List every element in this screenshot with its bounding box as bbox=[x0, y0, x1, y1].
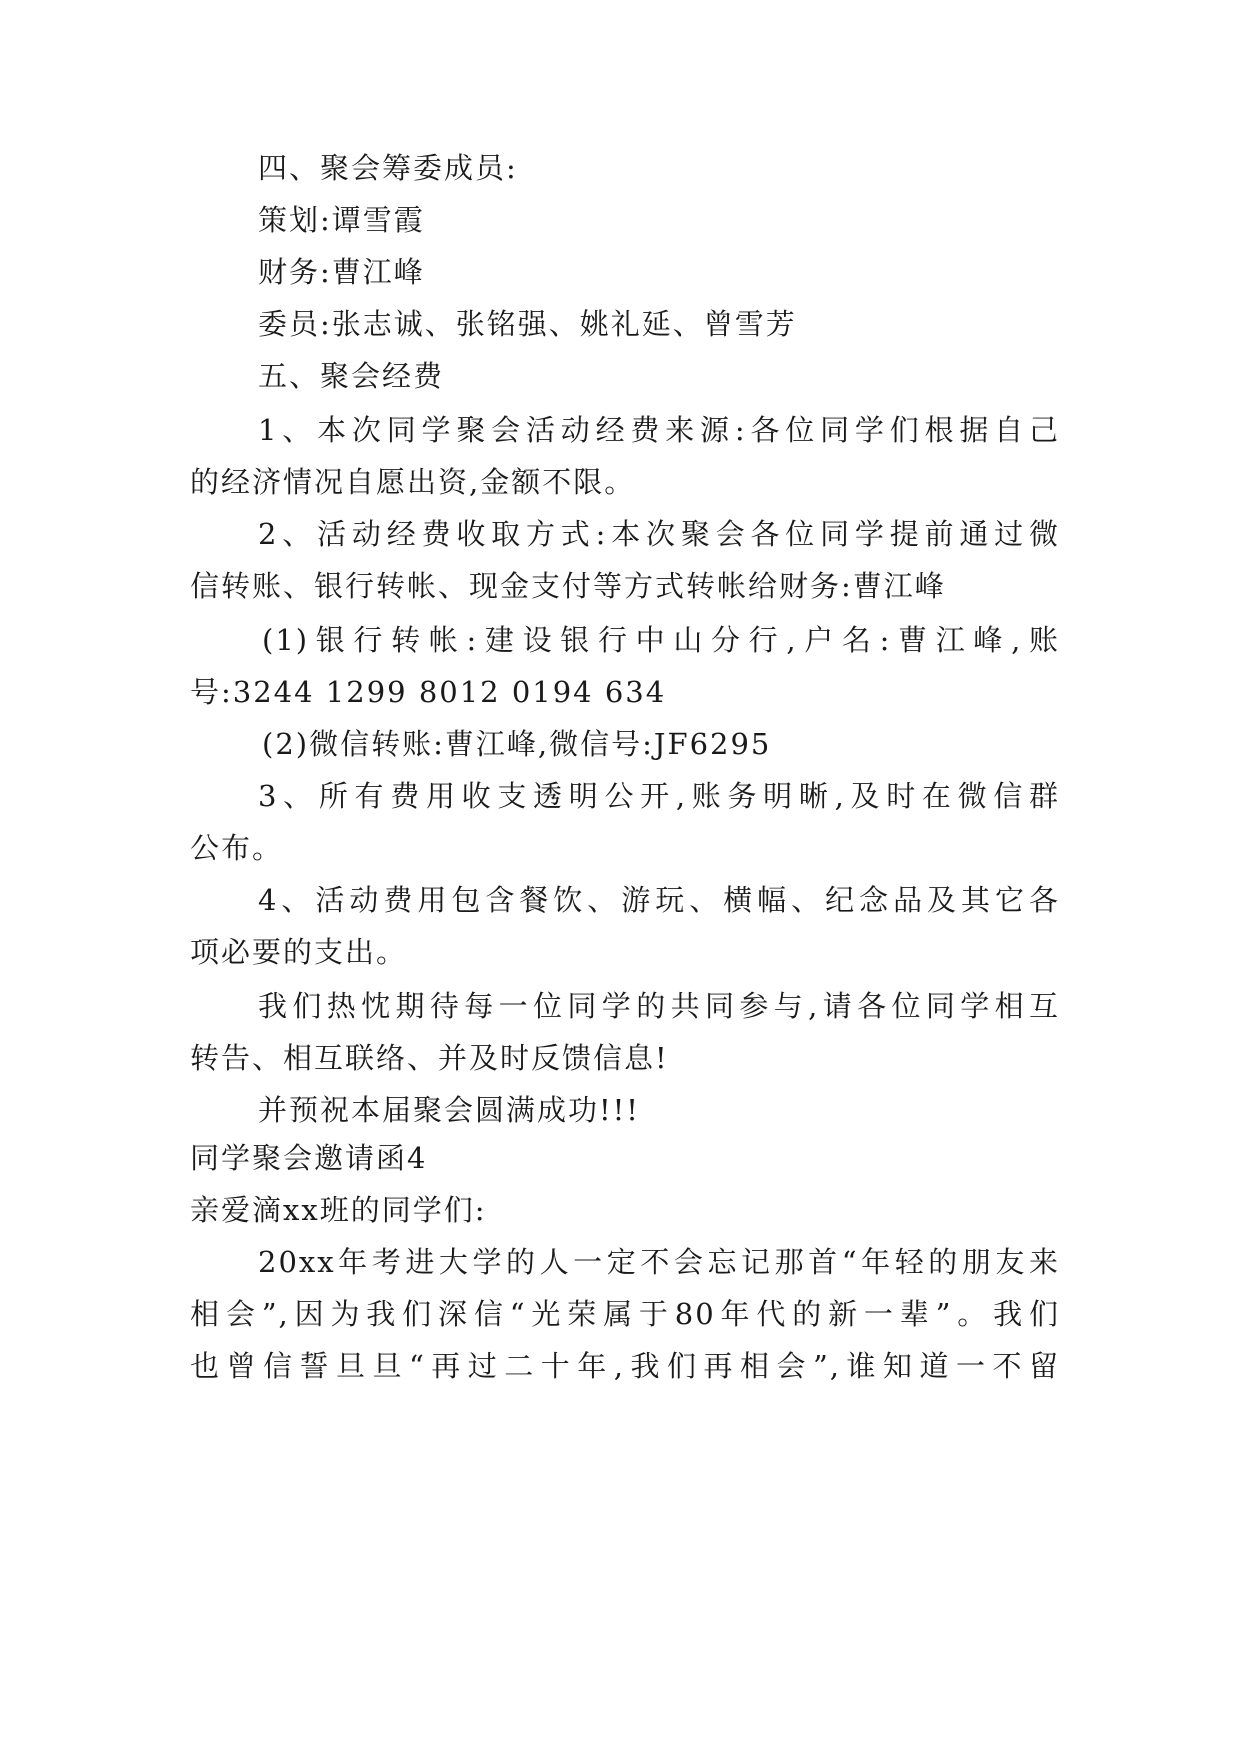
paragraph-line: 2、活动经费收取方式:本次聚会各位同学提前通过微 bbox=[258, 517, 1060, 551]
account-number-line: 号:3244 1299 8012 0194 634 bbox=[190, 675, 667, 709]
paragraph-line: 相会”,因为我们深信“光荣属于80年代的新一辈”。我们 bbox=[190, 1297, 1060, 1331]
paragraph-line: 信转账、银行转帐、现金支付等方式转帐给财务:曹江峰 bbox=[190, 569, 946, 603]
paragraph-line: 的经济情况自愿出资,金额不限。 bbox=[190, 465, 636, 499]
closing-wish-line: 并预祝本届聚会圆满成功!!! bbox=[258, 1093, 640, 1127]
paragraph-line: 转告、相互联络、并及时反馈信息! bbox=[190, 1041, 669, 1075]
paragraph-line: (1)银行转帐:建设银行中山分行,户名:曹江峰,账 bbox=[262, 623, 1060, 657]
paragraph-line: 公布。 bbox=[190, 831, 284, 865]
finance-line: 财务:曹江峰 bbox=[258, 255, 425, 289]
paragraph-line: 20xx年考进大学的人一定不会忘记那首“年轻的朋友来 bbox=[258, 1245, 1060, 1279]
paragraph-line: 也曾信誓旦旦“再过二十年,我们再相会”,谁知道一不留 bbox=[190, 1349, 1060, 1383]
invitation-title: 同学聚会邀请函4 bbox=[190, 1141, 428, 1175]
paragraph-line: 1、本次同学聚会活动经费来源:各位同学们根据自己 bbox=[258, 413, 1060, 447]
paragraph-line: 我们热忱期待每一位同学的共同参与,请各位同学相互 bbox=[258, 989, 1060, 1023]
paragraph-line: 4、活动费用包含餐饮、游玩、横幅、纪念品及其它各 bbox=[258, 883, 1060, 917]
section-heading-budget: 五、聚会经费 bbox=[258, 359, 445, 393]
section-heading-committee: 四、聚会筹委成员: bbox=[258, 151, 518, 185]
members-line: 委员:张志诚、张铭强、姚礼延、曾雪芳 bbox=[258, 307, 797, 341]
salutation-line: 亲爱滴xx班的同学们: bbox=[190, 1193, 487, 1227]
paragraph-line: 3、所有费用收支透明公开,账务明晰,及时在微信群 bbox=[258, 779, 1060, 813]
wechat-line: (2)微信转账:曹江峰,微信号:JF6295 bbox=[262, 727, 772, 761]
paragraph-line: 项必要的支出。 bbox=[190, 935, 408, 969]
planner-line: 策划:谭雪霞 bbox=[258, 203, 425, 237]
